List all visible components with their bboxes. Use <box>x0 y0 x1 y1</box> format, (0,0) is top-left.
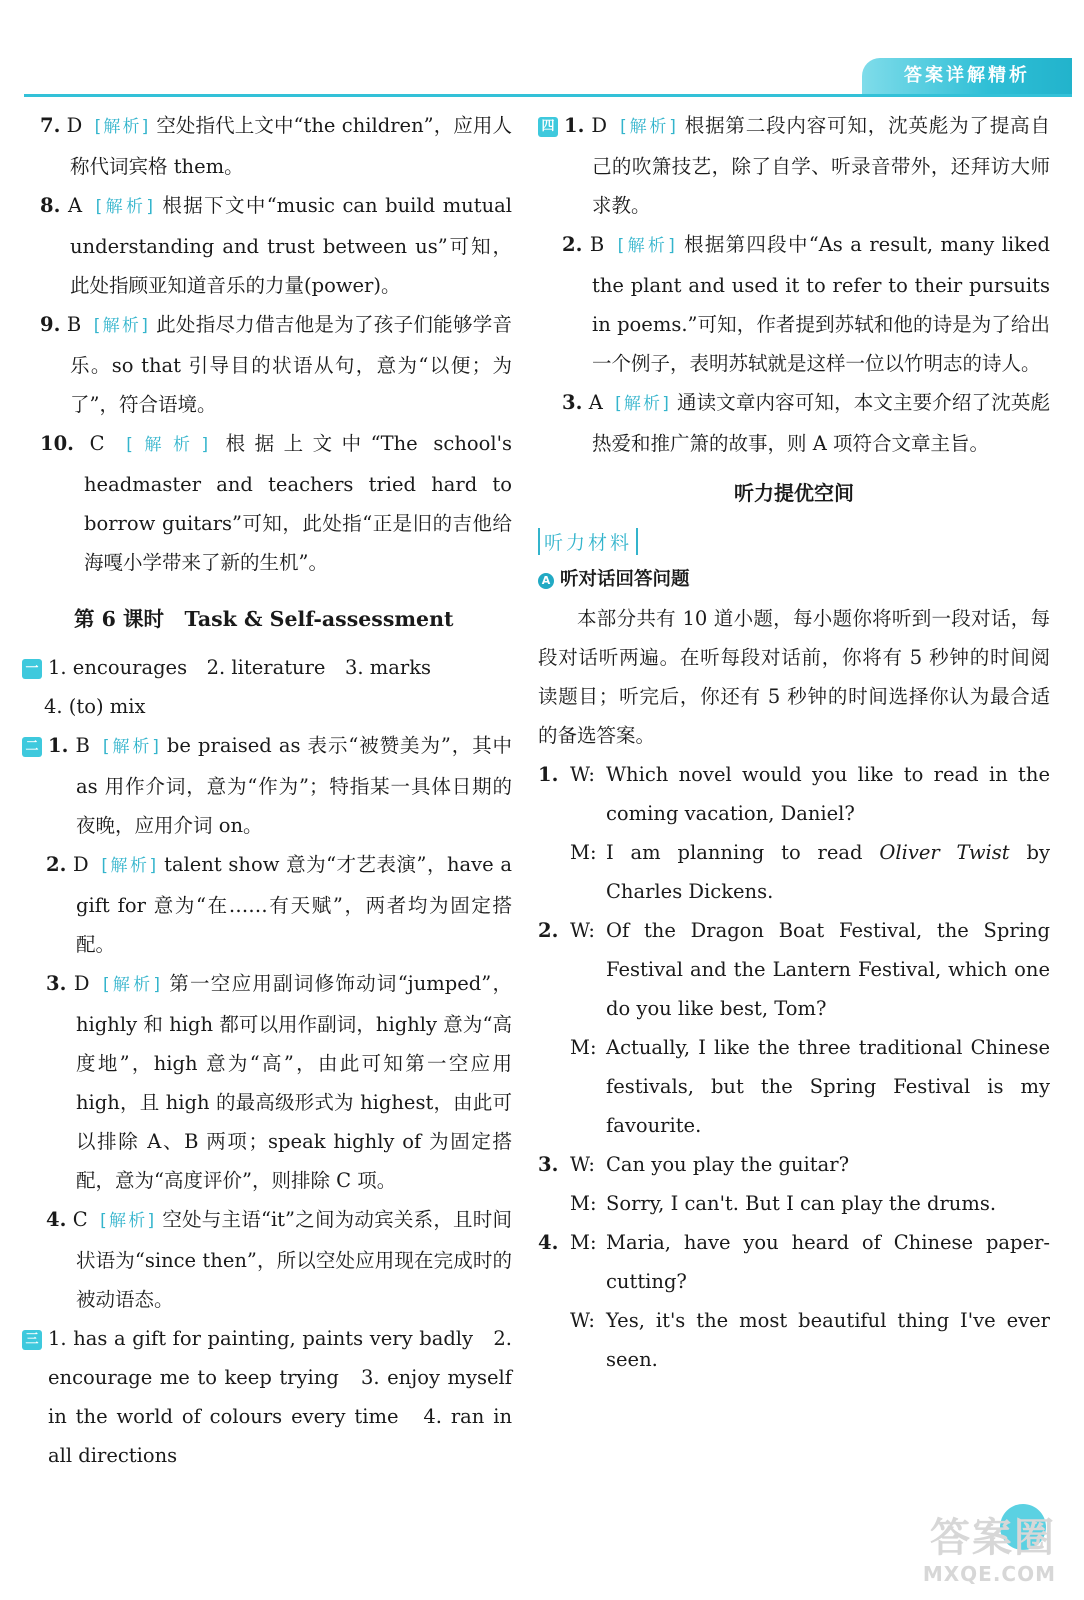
speaker-label: W: <box>570 1309 595 1332</box>
section-2-item-4 <box>22 1200 512 1319</box>
item-answer: C <box>72 1208 88 1231</box>
item-number: 2. <box>562 233 583 256</box>
item-explanation: 空处与主语“it”之间为动宾关系，且时间状语为“since then”，所以空处应用现在完成时的被动语态。 <box>76 1208 513 1311</box>
speaker-label: M: <box>570 1036 597 1059</box>
analysis-tag: [解析] <box>95 197 155 217</box>
part-a-title: 听对话回答问题 <box>560 569 690 590</box>
item-answer: B <box>589 233 605 256</box>
item-number: 3. <box>46 972 67 995</box>
item-answer: D <box>73 972 90 995</box>
item-answer: D <box>66 114 83 137</box>
item-number: 3. <box>562 391 583 414</box>
section-badge: 二 <box>22 737 42 757</box>
section-4-item-2 <box>538 225 1050 383</box>
left-column <box>22 106 512 1475</box>
part-a-badge: A <box>538 573 554 589</box>
analysis-tag: [解析] <box>102 737 161 757</box>
analysis-tag: [解析] <box>94 117 151 137</box>
analysis-tag: [解析] <box>93 316 150 336</box>
section-badge: 三 <box>22 1330 42 1350</box>
section-1-line-2: 4. (to) mix <box>44 695 146 718</box>
listening-section-title: 听力提优空间 <box>734 481 854 505</box>
item-number: 4. <box>46 1208 67 1231</box>
right-column <box>538 106 1050 1379</box>
watermark-bottom: MXQE.COM <box>922 1562 1056 1586</box>
item-number: 8. <box>40 194 61 217</box>
item-number: 2. <box>46 853 67 876</box>
item-explanation: 根据上文中“The school's headmaster and teachers tried hard to borrow guitars”可知，此处指“正是旧的吉他给海嘎小学带来了新的生机”。 <box>84 432 513 574</box>
section-3-answers <box>22 1319 512 1475</box>
item-number: 1. <box>564 114 585 137</box>
section-header-tab: 答案详解精析 <box>862 58 1072 94</box>
analysis-tag: [解析] <box>101 856 159 876</box>
analysis-tag: [解析] <box>620 117 678 137</box>
analysis-tag: [解析] <box>126 435 211 455</box>
analysis-tag: [解析] <box>615 394 671 414</box>
dialogue-line <box>606 833 1050 911</box>
item-explanation: be praised as 表示“被赞美为”，其中 as 用作介词，意为“作为”；特指某一具体日期的夜晚，应用介词 on。 <box>76 734 513 837</box>
dialogue-line: Sorry, I can't. But I can play the drums. <box>606 1192 997 1215</box>
dialogue-number: 2. <box>538 919 559 942</box>
item-explanation: 通读文章内容可知，本文主要介绍了沈英彪热爱和推广箫的故事，则 A 项符合文章主旨。 <box>592 391 1050 455</box>
section-2-item-1 <box>22 726 512 845</box>
answer-item-9 <box>22 305 512 424</box>
item-explanation: 空处指代上文中“the children”，应用人称代词宾格 them。 <box>70 114 513 178</box>
item-number: 10. <box>40 432 74 455</box>
dialogue-number: 4. <box>538 1231 559 1254</box>
section-1-line-2-wrap <box>22 687 512 726</box>
answer-item-8 <box>22 186 512 305</box>
speaker-label: W: <box>570 763 595 786</box>
item-explanation: 此处指尽力借吉他是为了孩子们能够学音乐。so that 引导目的状语从句，意为“以便；为了”，符合语境。 <box>70 313 513 416</box>
watermark-top: 答案圈 <box>930 1515 1056 1561</box>
section-4-item-1 <box>538 106 1050 225</box>
book-title: Oliver Twist <box>879 841 1010 864</box>
speaker-label: M: <box>570 1192 597 1215</box>
dialogue-number: 3. <box>538 1153 559 1176</box>
analysis-tag: [解析] <box>102 975 162 995</box>
section-4-item-3 <box>538 383 1050 463</box>
section-badge: 四 <box>538 117 558 137</box>
header-rule <box>24 94 1072 97</box>
answer-item-10 <box>22 424 512 582</box>
speaker-label: M: <box>570 1231 597 1254</box>
dialogue-1 <box>538 755 1050 911</box>
analysis-tag: [解析] <box>617 236 677 256</box>
item-number: 9. <box>40 313 61 336</box>
item-explanation: 第一空应用副词修饰动词“jumped”，highly 和 high 都可以用作副词，highly 意为“高度地”，high 意为“高”，由此可知第一空应用 high，且 high 的最高级形式为 highest，由此可以排除 A、B 两项；speak highly of 为固定搭配，意为“高度评价”，则排除 C 项。 <box>76 972 512 1192</box>
item-explanation: 根据第二段内容可知，沈英彪为了提高自己的吹箫技艺，除了自学、听录音带外，还拜访大师求教。 <box>592 114 1051 217</box>
analysis-tag: [解析] <box>100 1211 157 1231</box>
lesson-title: 第 6 课时 Task & Self-assessment <box>74 607 454 631</box>
item-explanation: 根据第四段中“As a result, many liked the plant and used it to refer to their pursuits in poems.”可知，作者提到苏轼和他的诗是为了给出一个例子，表明苏轼就是这样一位以竹明志的诗人。 <box>592 233 1051 375</box>
section-1-answers <box>22 648 512 687</box>
part-a-heading <box>538 565 1050 595</box>
dialogue-4 <box>538 1223 1050 1379</box>
dialogue-line: Which novel would you like to read in the coming vacation, Daniel? <box>606 763 1050 825</box>
speaker-label: W: <box>570 919 595 942</box>
speaker-label: M: <box>570 841 597 864</box>
section-1-line-1: 1. encourages 2. literature 3. marks <box>48 656 432 679</box>
dialogue-2 <box>538 911 1050 1145</box>
answer-item-7 <box>22 106 512 186</box>
dialogue-line: Of the Dragon Boat Festival, the Spring Festival and the Lantern Festival, which one do you like best, Tom? <box>606 919 1050 1020</box>
section-2-item-2 <box>22 845 512 964</box>
dialogue-line: Actually, I like the three traditional Chinese festivals, but the Spring Festival is my favourite. <box>606 1036 1050 1137</box>
watermark-logo <box>916 1514 1056 1592</box>
item-answer: A <box>588 391 603 414</box>
item-answer: B <box>66 313 82 336</box>
dialogue-number: 1. <box>538 763 559 786</box>
section-3-text: 1. has a gift for painting, paints very badly 2. encourage me to keep trying 3. enjoy myself in the world of colours every time 4. ran in all directions <box>48 1327 512 1467</box>
section-badge: 一 <box>22 659 42 679</box>
speaker-label: W: <box>570 1153 595 1176</box>
section-2-item-3 <box>22 964 512 1200</box>
dialogue-text: by Charles Dickens. <box>606 841 1050 903</box>
item-number: 1. <box>48 734 69 757</box>
listening-material-tag: 听力材料 <box>538 528 638 555</box>
dialogue-line: Can you play the guitar? <box>606 1153 850 1176</box>
item-number: 7. <box>40 114 61 137</box>
item-explanation: 根据下文中“music can build mutual understanding and trust between us”可知，此处指顾亚知道音乐的力量(power)。 <box>70 194 512 297</box>
dialogue-line: Maria, have you heard of Chinese paper-cutting? <box>606 1231 1050 1293</box>
dialogue-3 <box>538 1145 1050 1223</box>
item-answer: C <box>89 432 105 455</box>
item-answer: B <box>75 734 90 757</box>
item-explanation: talent show 意为“才艺表演”，have a gift for 意为“在……有天赋”，两者均为固定搭配。 <box>76 853 512 956</box>
dialogue-text: I am planning to read <box>606 841 880 864</box>
item-answer: D <box>73 853 89 876</box>
dialogue-line: Yes, it's the most beautiful thing I've ever seen. <box>606 1309 1050 1371</box>
item-answer: D <box>591 114 608 137</box>
item-answer: A <box>67 194 83 217</box>
listening-instructions: 本部分共有 10 道小题，每小题你将听到一段对话，每段对话听两遍。在听每段对话前，你将有 5 秒钟的时间阅读题目；听完后，你还有 5 秒钟的时间选择你认为最合适的备选答案。 <box>538 607 1050 747</box>
